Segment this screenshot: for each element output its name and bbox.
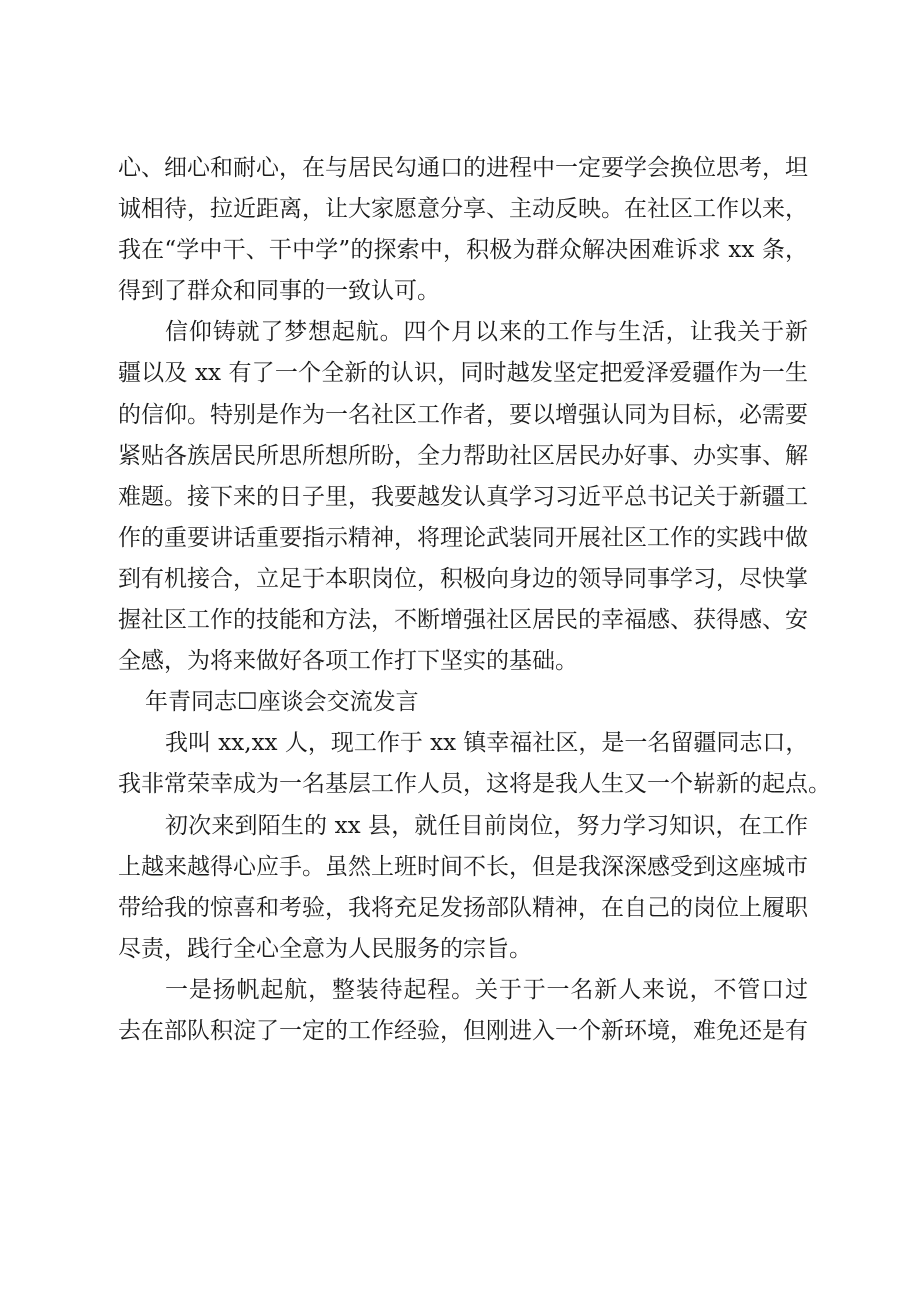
text-line: 得到了群众和同事的一致认可。: [118, 278, 440, 305]
text-line: 作的重要讲话重要指示精神，将理论武装同开展社区工作的实践中做: [118, 524, 808, 551]
paragraph-first-line: 一是扬帆起航，整装待起程。关于于一名新人来说，不管口过: [165, 976, 808, 1003]
text-line: 握社区工作的技能和方法，不断增强社区居民的幸福感、获得感、安: [118, 607, 808, 634]
text-line: 诚相待，拉近距离，让大家愿意分享、主动反映。在社区工作以来，: [118, 196, 808, 223]
paragraph-first-line: 信仰铸就了梦想起航。四个月以来的工作与生活，让我关于新: [165, 319, 808, 346]
text-line: 尽责，践行全心全意为人民服务的宗旨。: [118, 935, 532, 962]
text-line: 的信仰。特别是作为一名社区工作者，要以增强认同为目标，必需要: [118, 401, 808, 428]
paragraph-first-line: 我叫 xx,xx 人，现工作于 xx 镇幸福社区，是一名留疆同志口，: [165, 730, 809, 757]
text-line: 带给我的惊喜和考验，我将充足发扬部队精神，在自己的岗位上履职: [118, 894, 808, 921]
paragraph-first-line: 初次来到陌生的 xx 县，就任目前岗位，努力学习知识，在工作: [165, 812, 808, 839]
text-line: 难题。接下来的日子里，我要越发认真学习习近平总书记关于新疆工: [118, 483, 808, 510]
section-heading: 年青同志☐座谈会交流发言: [145, 689, 419, 716]
text-line: 到有机接合，立足于本职岗位，积极向身边的领导同事学习，尽快掌: [118, 565, 808, 592]
text-line: 全感，为将来做好各项工作打下坚实的基础。: [118, 648, 578, 675]
text-line: 心、细心和耐心，在与居民勾通口的进程中一定要学会换位思考，坦: [118, 155, 808, 181]
text-line: 去在部队积淀了一定的工作经验，但刚进入一个新环境，难免还是有: [118, 1017, 808, 1044]
document-body: [118, 148, 831, 1052]
text-line: 我在“学中干、干中学”的探索中，积极为群众解决困难诉求 xx 条，: [118, 237, 808, 264]
text-line: 疆以及 xx 有了一个全新的认识，同时越发坚定把爱泽爱疆作为一生: [118, 360, 808, 387]
text-line: 上越来越得心应手。虽然上班时间不长，但是我深深感受到这座城市: [118, 853, 808, 880]
text-line: 我非常荣幸成为一名基层工作人员，这将是我人生又一个崭新的起点。: [118, 771, 831, 798]
text-line: 紧贴各族居民所思所想所盼，全力帮助社区居民办好事、办实事、解: [118, 442, 808, 469]
